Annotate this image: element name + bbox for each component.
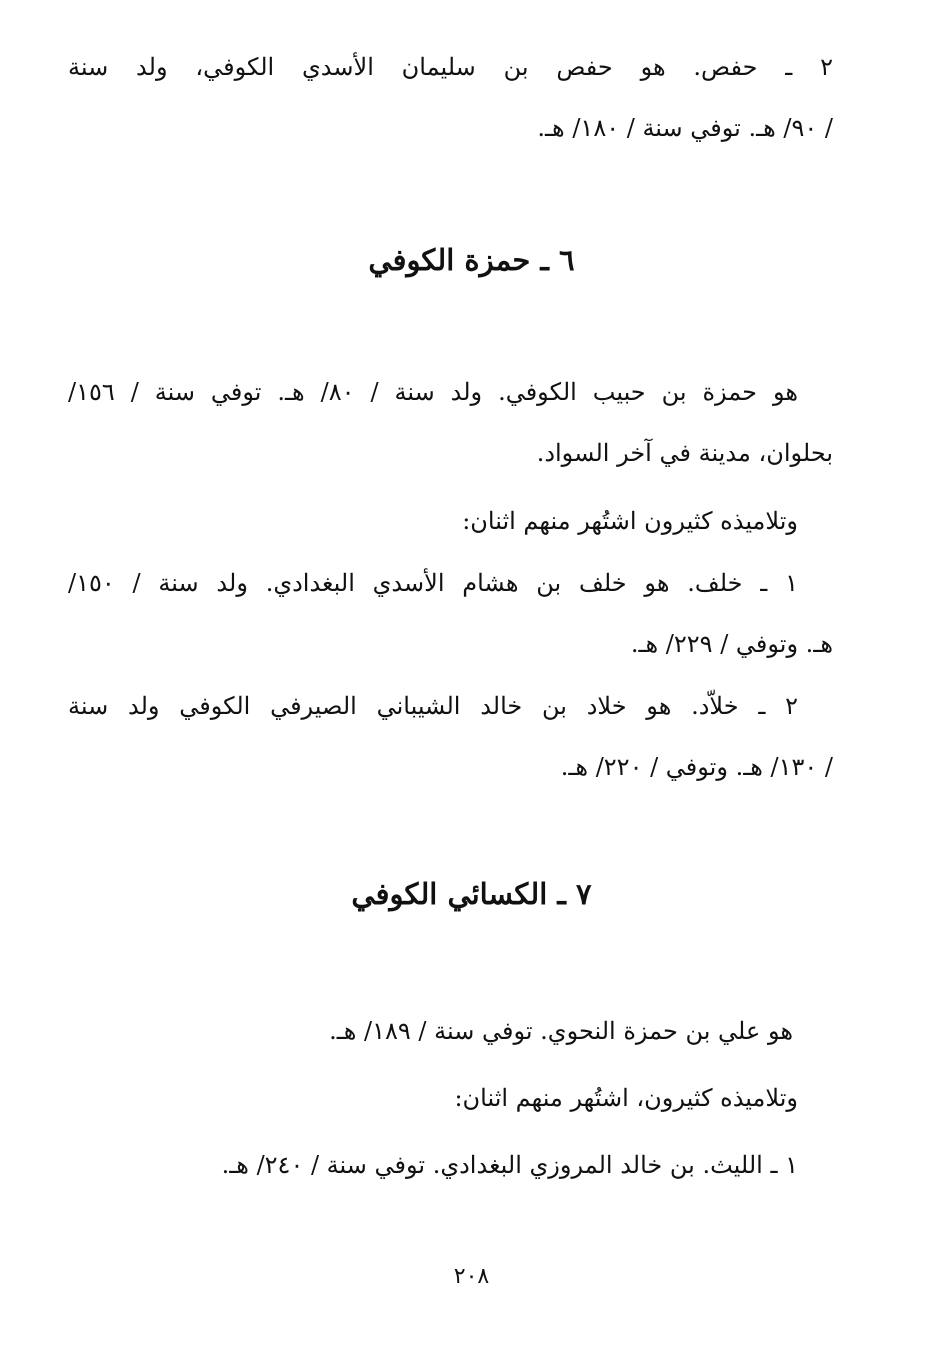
section-heading-hamza: ٦ ـ حمزة الكوفي: [368, 243, 575, 277]
page-number: ٢٠٨: [453, 1264, 490, 1289]
paragraph-hafs-line-2: / ٩٠/ هـ. توفي سنة / ١٨٠/ هـ.: [537, 114, 833, 142]
section-heading-kisai: ٧ ـ الكسائي الكوفي: [351, 877, 592, 911]
paragraph-hamza-intro-line-2: بحلوان، مدينة في آخر السواد.: [536, 439, 833, 467]
paragraph-laith: ١ ـ الليث. بن خالد المروزي البغدادي. توفي سنة / ٢٤٠/ هـ.: [221, 1151, 798, 1179]
paragraph-khalaf-line-2: هـ. وتوفي / ٢٢٩/ هـ.: [630, 630, 833, 658]
paragraph-hafs-line-1: ٢ ـ حفص. هو حفص بن سليمان الأسدي الكوفي، ولد سنة: [68, 53, 833, 81]
paragraph-hamza-intro-line-1: هو حمزة بن حبيب الكوفي. ولد سنة / ٨٠/ هـ. توفي سنة / ١٥٦/: [68, 378, 798, 406]
paragraph-khallad-line-2: / ١٣٠/ هـ. وتوفي / ٢٢٠/ هـ.: [560, 753, 833, 781]
paragraph-khallad-line-1: ٢ ـ خلاّد. هو خلاد بن خالد الشيباني الصيرفي الكوفي ولد سنة: [68, 692, 798, 720]
paragraph-kisai-students: وتلاميذه كثيرون، اشتُهر منهم اثنان:: [454, 1084, 798, 1112]
paragraph-kisai-intro: هو علي بن حمزة النحوي. توفي سنة / ١٨٩/ هـ.: [329, 1017, 793, 1045]
paragraph-khalaf-line-1: ١ ـ خلف. هو خلف بن هشام الأسدي البغدادي. ولد سنة / ١٥٠/: [68, 569, 798, 597]
paragraph-hamza-students: وتلاميذه كثيرون اشتُهر منهم اثنان:: [462, 507, 798, 535]
